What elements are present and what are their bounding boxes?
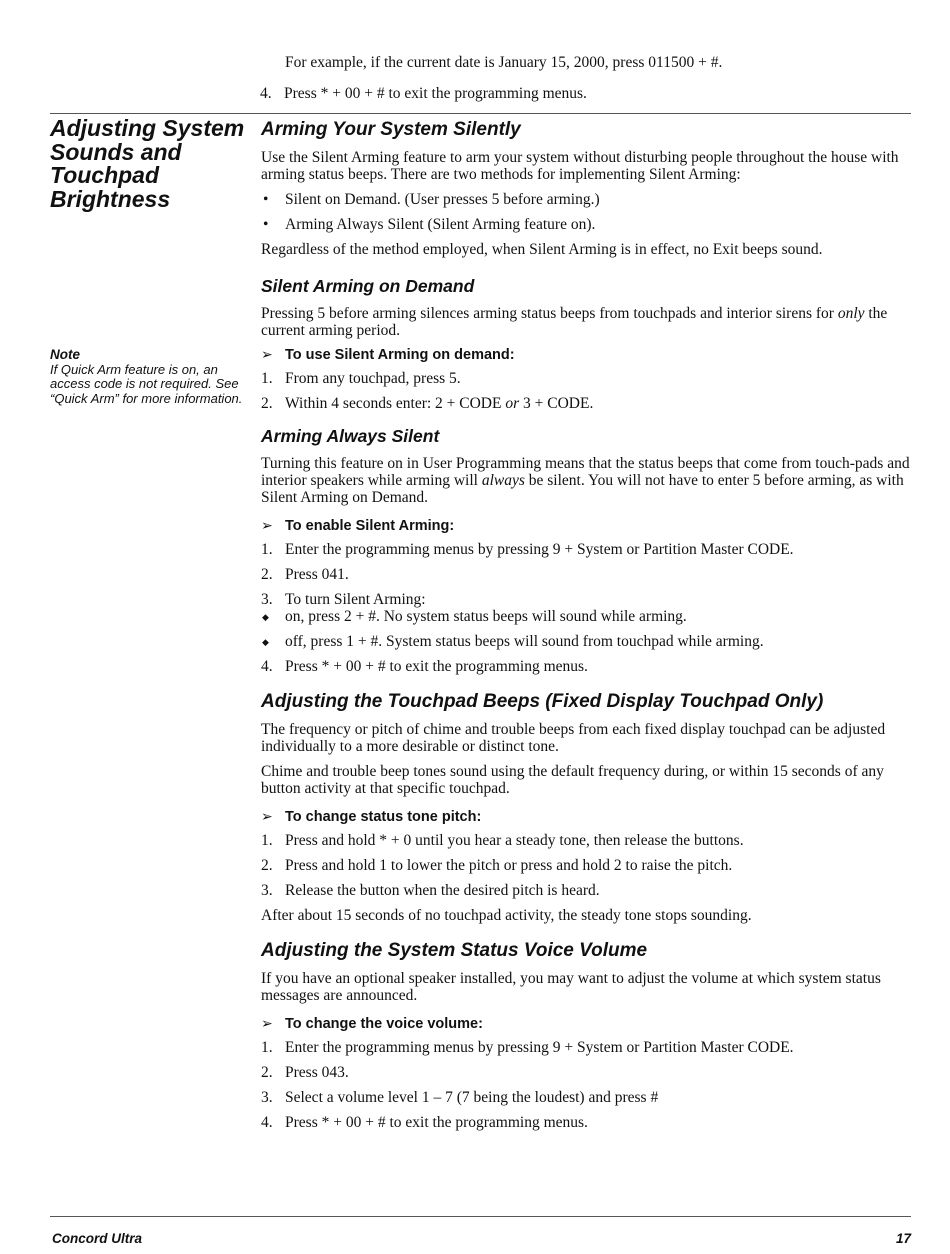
section-title: Adjusting System Sounds and Touchpad Brightness — [50, 115, 245, 212]
emphasis: only — [837, 305, 865, 322]
procedure-heading — [261, 1016, 911, 1033]
step-number: 4. — [261, 1114, 273, 1131]
list-item: ◆ off, press 1 + #. System status beeps will sound from touchpad while arming. — [261, 633, 911, 650]
step-number: 2. — [261, 857, 273, 874]
procedure-label: To change the voice volume: — [285, 1016, 483, 1032]
step-list — [261, 541, 911, 608]
paragraph — [261, 305, 911, 339]
arrow-icon: ➢ — [261, 1015, 273, 1031]
heading-silent-on-demand: Silent Arming on Demand — [261, 276, 475, 296]
step-text: From any touchpad, press 5. — [285, 370, 461, 387]
list-item — [261, 658, 911, 675]
step-list — [261, 1039, 911, 1131]
emphasis: or — [505, 395, 520, 412]
list-item — [261, 591, 911, 608]
step-text: Press and hold 1 to lower the pitch or press and hold 2 to raise the pitch. — [285, 857, 733, 874]
step-text: Press * + 00 + # to exit the programming menus. — [285, 658, 588, 675]
list-item — [261, 857, 911, 874]
step-number: 2. — [261, 566, 273, 583]
section-touchpad-beeps — [261, 691, 911, 924]
step-text: 3 + CODE. — [523, 395, 594, 412]
step-text: Press * + 00 + # to exit the programming menus. — [284, 85, 587, 102]
page-number: 17 — [895, 1231, 911, 1246]
list-item — [261, 1039, 911, 1056]
procedure-label: To change status tone pitch: — [285, 809, 482, 825]
note-text: If Quick Arm feature is on, an access code is not required. See “Quick Arm” for more information. — [50, 361, 243, 406]
arrow-icon: ➢ — [261, 517, 273, 533]
step-number: 4. — [260, 85, 272, 102]
list-item: • Silent on Demand. (User presses 5 before arming.) — [261, 191, 911, 208]
step-list — [261, 832, 911, 899]
procedure-heading — [261, 809, 911, 826]
top-continuation — [260, 54, 910, 110]
step-list — [261, 658, 911, 675]
sub-option-list — [261, 608, 911, 650]
procedure-label: To use Silent Arming on demand: — [285, 347, 515, 363]
step-number: 1. — [261, 1039, 273, 1056]
bullet-list — [261, 191, 911, 233]
text: the current arming period. — [261, 305, 888, 339]
step-text: Press 043. — [285, 1064, 349, 1081]
step-text: Enter the programming menus by pressing 9 + System or Partition Master CODE. — [285, 541, 794, 558]
step-text: Press and hold * + 0 until you hear a steady tone, then release the buttons. — [285, 832, 744, 849]
paragraph: Use the Silent Arming feature to arm your system without disturbing people throughout the house with arming status beeps. There are two methods for implementing Silent Arming: — [261, 149, 899, 183]
procedure-label: To enable Silent Arming: — [285, 518, 455, 534]
step-number: 1. — [261, 370, 273, 387]
list-item — [261, 541, 911, 558]
footer-divider — [50, 1216, 911, 1217]
step-number: 3. — [261, 591, 273, 608]
list-item — [261, 1064, 911, 1081]
list-item: ◆ on, press 2 + #. No system status beeps will sound while arming. — [261, 608, 911, 625]
list-item — [260, 85, 910, 102]
heading-voice-volume: Adjusting the System Status Voice Volume — [261, 940, 648, 961]
footer-product-name: Concord Ultra — [52, 1231, 143, 1246]
step-list — [261, 370, 911, 412]
list-item — [261, 395, 911, 412]
step-text: Select a volume level 1 – 7 (7 being the loudest) and press # — [285, 1089, 659, 1106]
procedure-heading — [261, 347, 911, 364]
heading-arming-silently: Arming Your System Silently — [261, 119, 521, 140]
section-voice-volume — [261, 940, 911, 1131]
list-item — [261, 370, 911, 387]
example-text: For example, if the current date is January 15, 2000, press 011500 + #. — [285, 54, 723, 71]
step-number: 2. — [261, 395, 273, 412]
procedure-heading — [261, 518, 911, 535]
list-item — [261, 882, 911, 899]
step-number: 2. — [261, 1064, 273, 1081]
text: Turning this feature on in User Programming means that the status beeps that come from touch-pads and interior speakers while arming will — [261, 455, 910, 489]
heading-touchpad-beeps: Adjusting the Touchpad Beeps (Fixed Display Touchpad Only) — [261, 691, 824, 712]
sidebar — [50, 117, 245, 211]
top-step-list — [260, 85, 910, 102]
section-silent-on-demand — [261, 276, 911, 412]
paragraph: The frequency or pitch of chime and trouble beeps from each fixed display touchpad can be adjusted individually to a more desirable or distinct tone. — [261, 721, 886, 755]
list-item — [261, 566, 911, 583]
arrow-icon: ➢ — [261, 808, 273, 824]
text: Pressing 5 before arming silences arming status beeps from touchpads and interior sirens for — [261, 305, 834, 322]
step-text: Enter the programming menus by pressing 9 + System or Partition Master CODE. — [285, 1039, 794, 1056]
note-title: Note — [50, 347, 80, 362]
paragraph: Regardless of the method employed, when Silent Arming is in effect, no Exit beeps sound. — [261, 241, 823, 258]
paragraph: If you have an optional speaker installed, you may want to adjust the volume at which system status messages are announced. — [261, 970, 881, 1004]
step-text: Release the button when the desired pitch is heard. — [285, 882, 600, 899]
arrow-icon: ➢ — [261, 346, 273, 362]
step-number: 1. — [261, 541, 273, 558]
step-number: 3. — [261, 882, 273, 899]
list-item — [261, 1089, 911, 1106]
step-text: Within 4 seconds enter: 2 + CODE — [285, 395, 502, 412]
list-item: • Arming Always Silent (Silent Arming feature on). — [261, 216, 911, 233]
step-number: 4. — [261, 658, 273, 675]
section-always-silent — [261, 426, 911, 675]
main-content — [261, 119, 911, 1139]
note — [50, 348, 245, 406]
text: be silent. You will not have to enter 5 before arming, as with Silent Arming on Demand. — [261, 472, 904, 506]
paragraph: Chime and trouble beep tones sound using the default frequency during, or within 15 seconds of any button activity at that specific touchpad. — [261, 763, 884, 797]
heading-always-silent: Arming Always Silent — [261, 426, 440, 446]
paragraph — [261, 455, 911, 506]
paragraph: After about 15 seconds of no touchpad activity, the steady tone stops sounding. — [261, 907, 752, 924]
step-text: Press 041. — [285, 566, 349, 583]
step-number: 3. — [261, 1089, 273, 1106]
top-divider — [50, 113, 911, 114]
emphasis: always — [481, 472, 525, 489]
step-number: 1. — [261, 832, 273, 849]
step-text: To turn Silent Arming: — [285, 591, 426, 608]
list-item — [261, 1114, 911, 1131]
list-item — [261, 832, 911, 849]
step-text: Press * + 00 + # to exit the programming menus. — [285, 1114, 588, 1131]
section-arming-silently — [261, 119, 911, 258]
